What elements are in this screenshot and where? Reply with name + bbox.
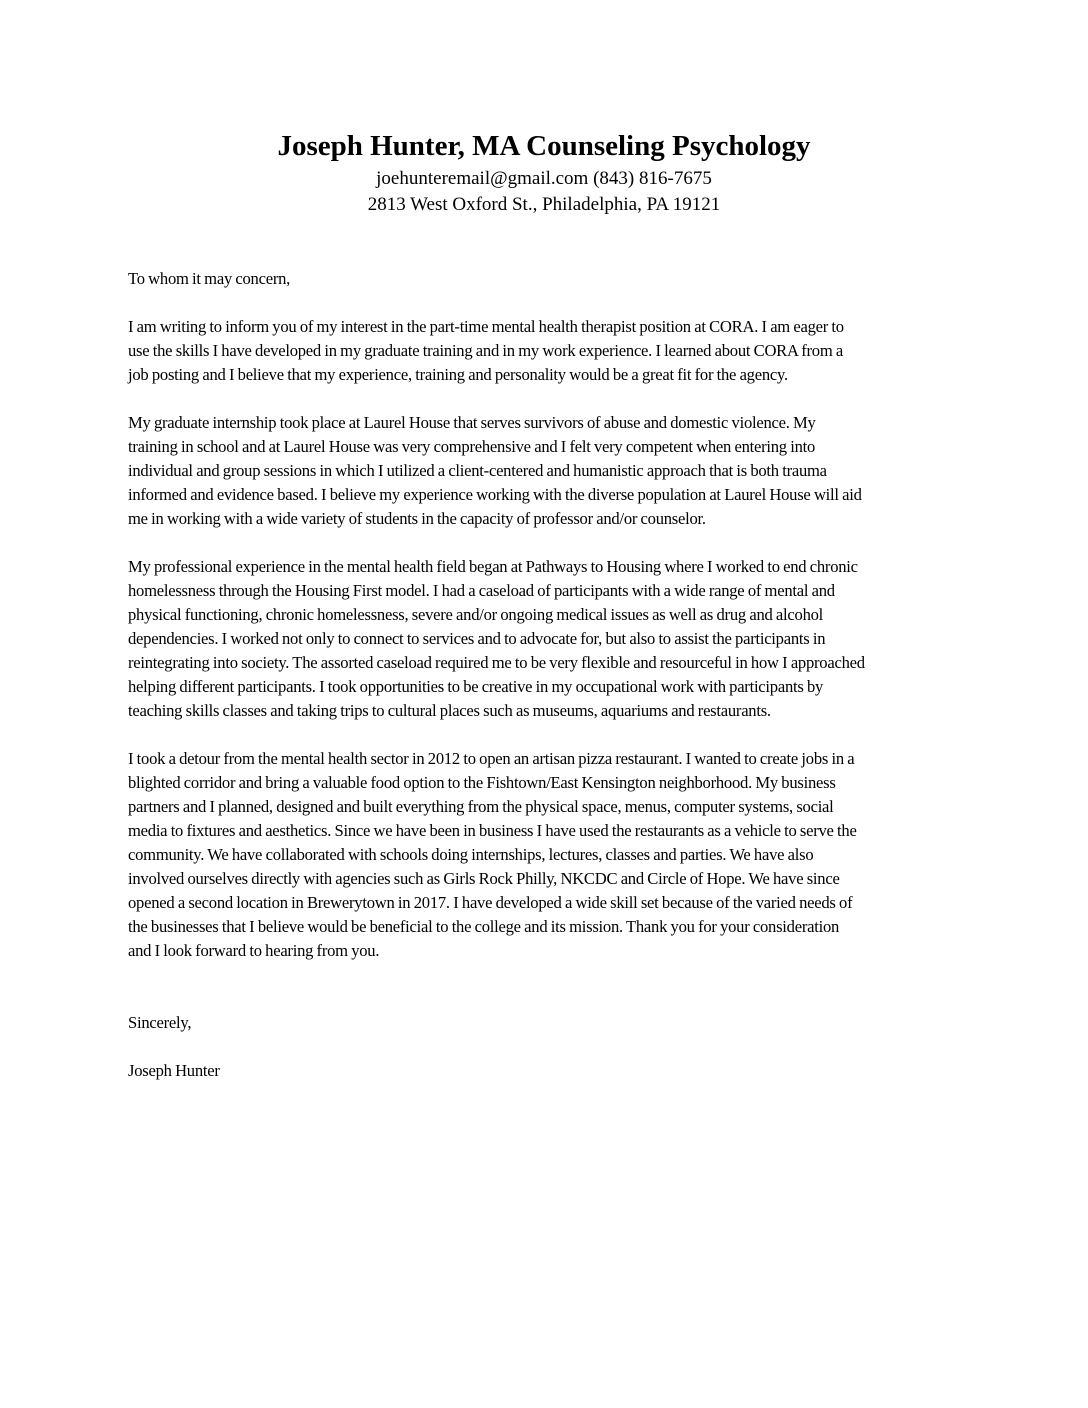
text-line: helping different participants. I took opportunities to be creative in my occupational work with participants by [128, 677, 824, 696]
sender-name-heading: Joseph Hunter, MA Counseling Psychology [277, 130, 811, 162]
text-line: and I look forward to hearing from you. [128, 941, 380, 960]
text-line: dependencies. I worked not only to connect to services and to advocate for, but also to assist the participants in [128, 629, 826, 648]
text-line: partners and I planned, designed and built everything from the physical space, menus, computer systems, social [128, 797, 834, 816]
sender-contact-line: joehunteremail@gmail.com (843) 816-7675 [376, 168, 712, 189]
paragraph-restaurant [128, 747, 968, 963]
text-line: teaching skills classes and taking trips to cultural places such as museums, aquariums and restaurants. [128, 701, 771, 720]
text-line: job posting and I believe that my experience, training and personality would be a great fit for the agency. [128, 365, 788, 384]
closing: Sincerely, [128, 1013, 192, 1032]
text-line: community. We have collaborated with schools doing internships, lectures, classes and parties. We have also [128, 845, 814, 864]
text-line: individual and group sessions in which I utilized a client-centered and humanistic approach that is both trauma [128, 461, 827, 480]
text-line: training in school and at Laurel House was very comprehensive and I felt very competent when entering into [128, 437, 816, 456]
text-line: I took a detour from the mental health sector in 2012 to open an artisan pizza restaurant. I wanted to create jobs in a [128, 749, 855, 768]
text-line: the businesses that I believe would be beneficial to the college and its mission. Thank you for your consideration [128, 917, 840, 936]
signature: Joseph Hunter [128, 1061, 220, 1080]
text-line: opened a second location in Brewerytown in 2017. I have developed a wide skill set because of the varied needs of [128, 893, 853, 912]
salutation: To whom it may concern, [128, 269, 291, 288]
text-line: physical functioning, chronic homelessness, severe and/or ongoing medical issues as well as drug and alcohol [128, 605, 824, 624]
text-line: blighted corridor and bring a valuable food option to the Fishtown/East Kensington neighborhood. My business [128, 773, 836, 792]
text-line: use the skills I have developed in my graduate training and in my work experience. I learned about CORA from a [128, 341, 843, 360]
paragraph-professional-experience [128, 555, 968, 723]
text-line: involved ourselves directly with agencies such as Girls Rock Philly, NKCDC and Circle of Hope. We have since [128, 869, 840, 888]
text-line: media to fixtures and aesthetics. Since we have been in business I have used the restaurants as a vehicle to serve the [128, 821, 857, 840]
text-line: informed and evidence based. I believe my experience working with the diverse population at Laurel House will aid [128, 485, 862, 504]
text-line: reintegrating into society. The assorted caseload required me to be very flexible and resourceful in how I approached [128, 653, 865, 672]
paragraph-internship [128, 411, 968, 531]
text-line: My graduate internship took place at Laurel House that serves survivors of abuse and domestic violence. My [128, 413, 816, 432]
text-line: me in working with a wide variety of students in the capacity of professor and/or counselor. [128, 509, 706, 528]
text-line: homelessness through the Housing First model. I had a caseload of participants with a wide range of mental and [128, 581, 835, 600]
paragraph-interest [128, 315, 968, 387]
text-line: My professional experience in the mental health field began at Pathways to Housing where I worked to end chronic [128, 557, 858, 576]
sender-address-line: 2813 West Oxford St., Philadelphia, PA 19121 [367, 194, 721, 215]
text-line: I am writing to inform you of my interest in the part-time mental health therapist position at CORA. I am eager to [128, 317, 844, 336]
